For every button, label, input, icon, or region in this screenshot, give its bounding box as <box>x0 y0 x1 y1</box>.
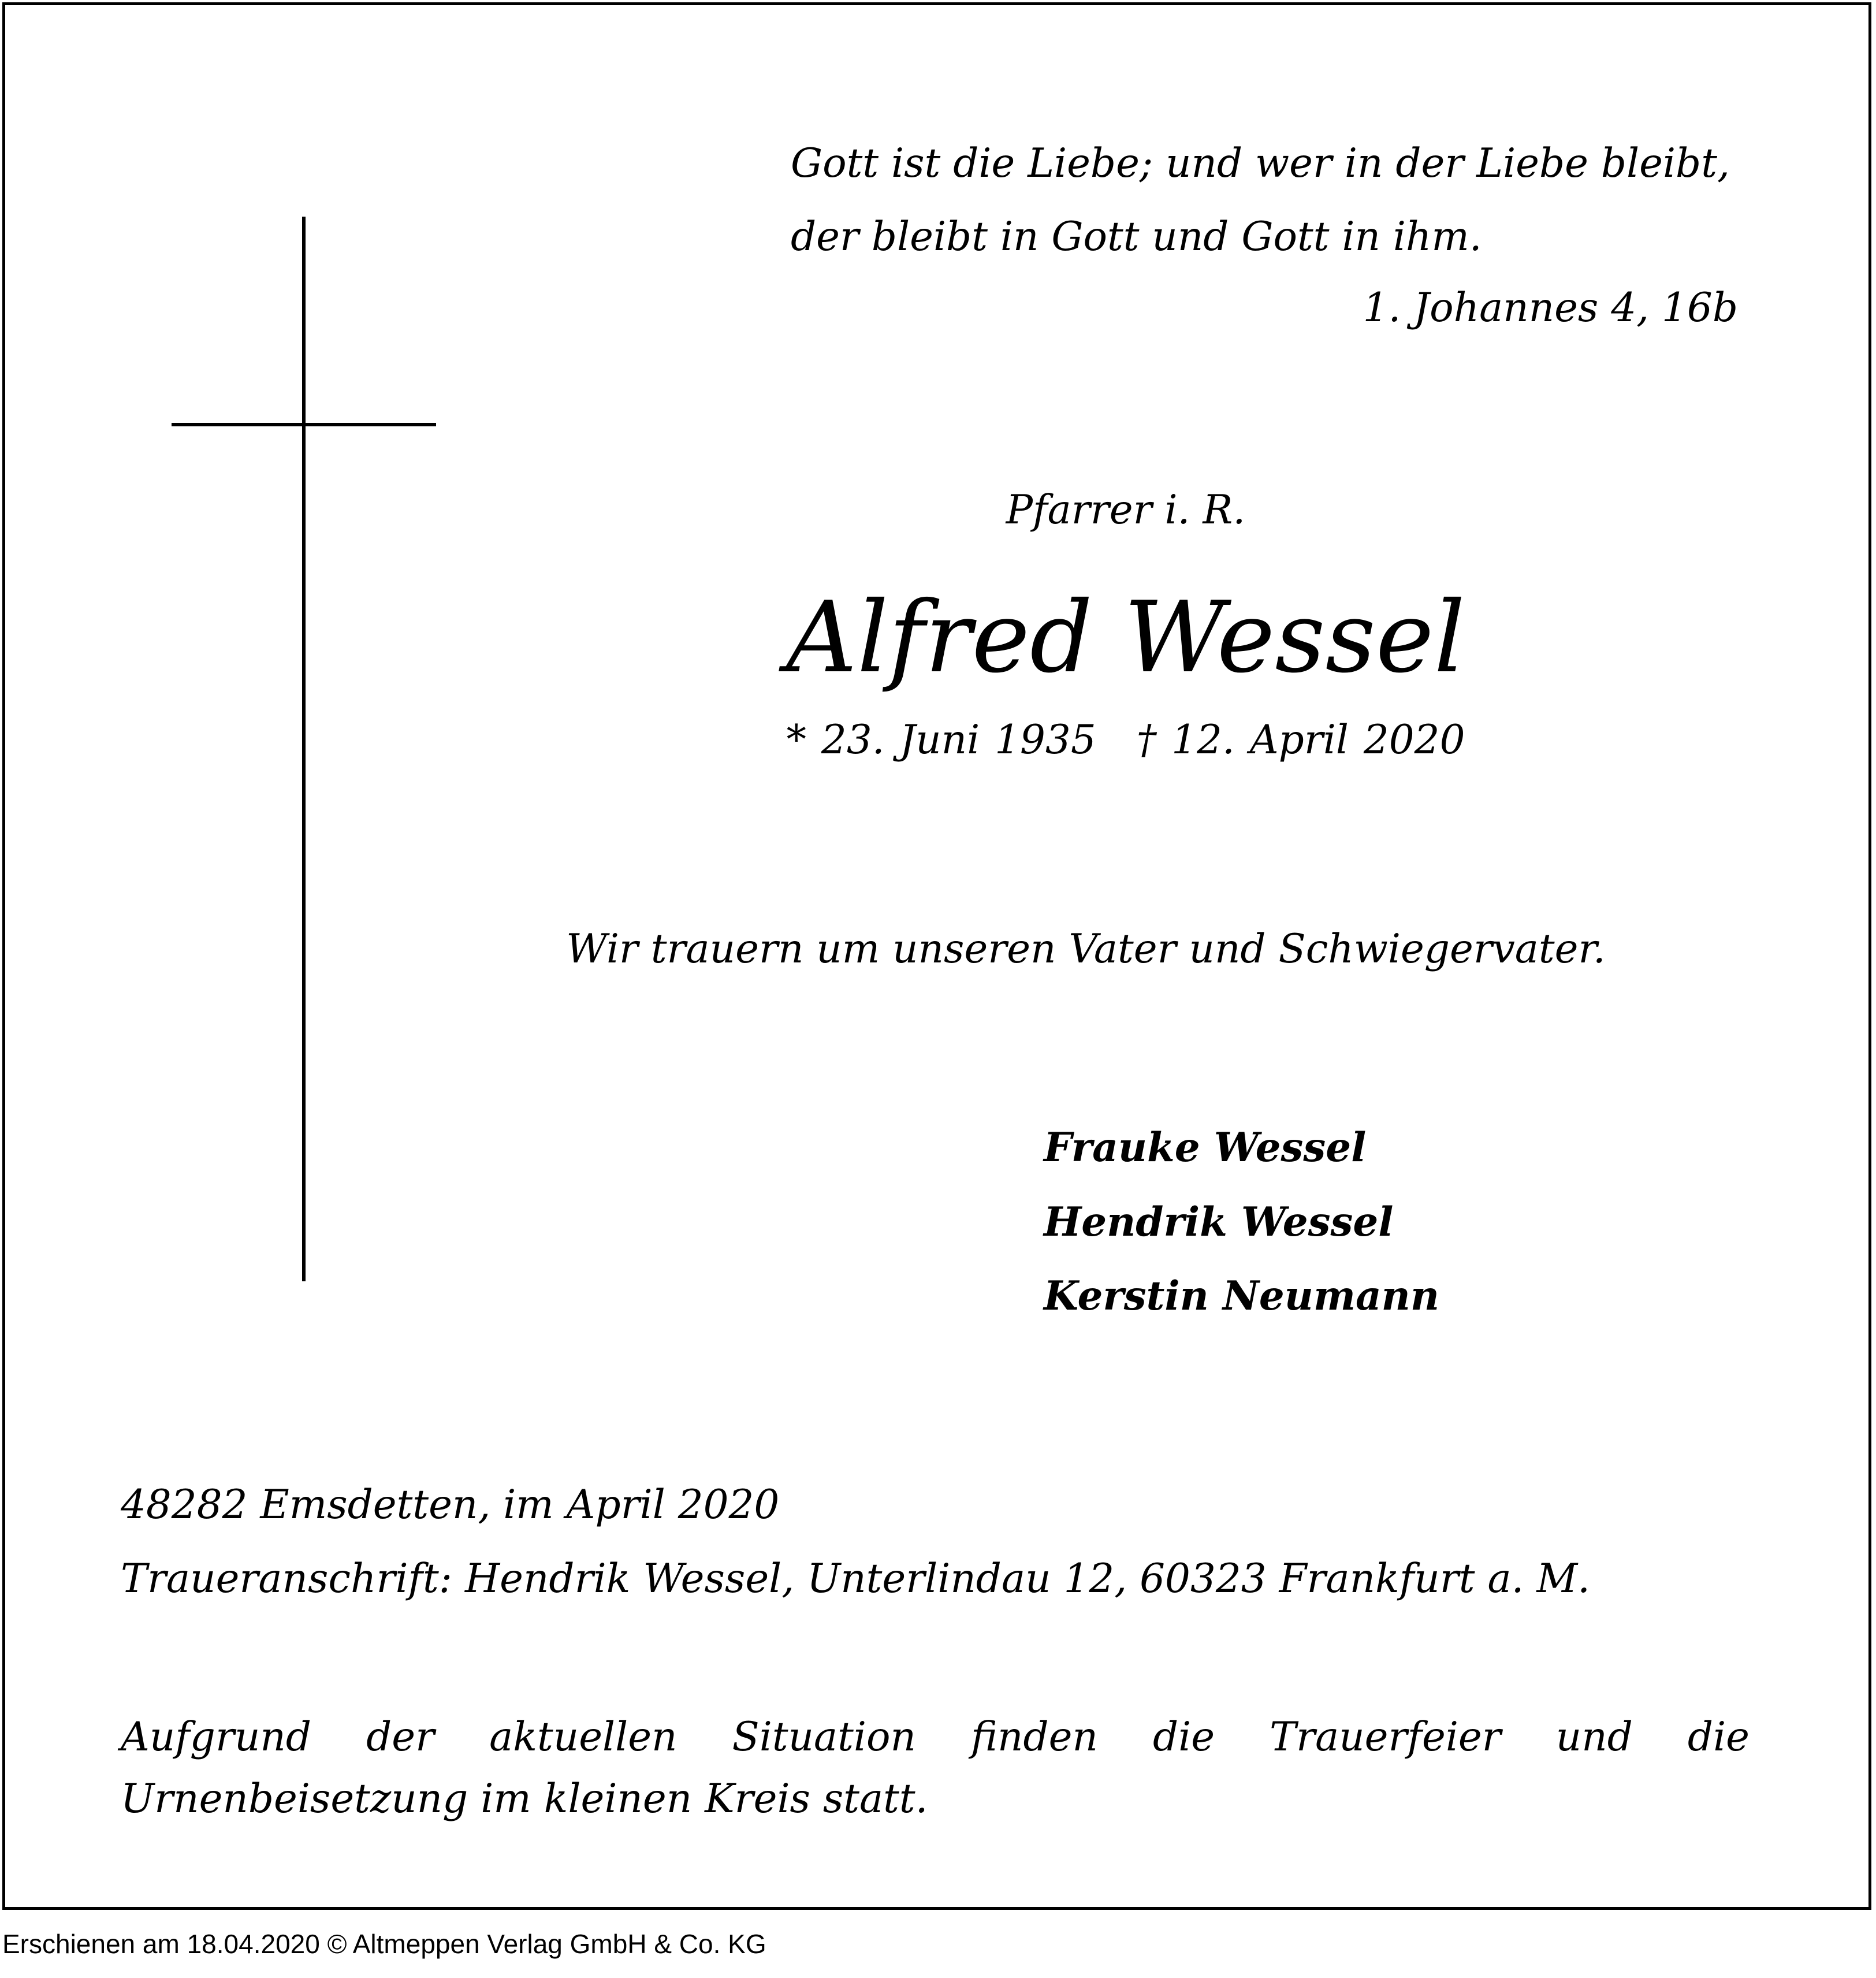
mourner-name: Frauke Wessel <box>1044 1124 1367 1171</box>
deceased-name: Alfred Wessel <box>786 581 1465 695</box>
death-date: † 12. April 2020 <box>1136 717 1465 763</box>
bible-verse-line-1: Gott ist die Liebe; und wer in der Liebe bleibt, <box>791 140 1730 187</box>
mourning-statement: Wir trauern um unseren Vater und Schwiegervater. <box>566 926 1606 972</box>
obituary-notice <box>2 2 1871 1910</box>
mourner-name: Kerstin Neumann <box>1044 1273 1440 1319</box>
cross-horizontal-bar <box>172 423 436 426</box>
bible-verse-reference: 1. Johannes 4, 16b <box>1363 285 1738 331</box>
publication-footer: Erschienen am 18.04.2020 © Altmeppen Verlag GmbH & Co. KG <box>2 1929 766 1959</box>
deceased-title: Pfarrer i. R. <box>1006 487 1246 533</box>
closing-note: Aufgrund der aktuellen Situation finden die Trauerfeier und die Urnenbeisetzung im kleinen Kreis statt. <box>121 1714 1750 1822</box>
mourner-name: Hendrik Wessel <box>1044 1199 1394 1245</box>
birth-date: * 23. Juni 1935 <box>786 717 1096 763</box>
condolence-address: Traueranschrift: Hendrik Wessel, Unterlindau 12, 60323 Frankfurt a. M. <box>121 1556 1591 1602</box>
bible-verse-line-2: der bleibt in Gott und Gott in ihm. <box>791 214 1482 260</box>
place-and-date: 48282 Emsdetten, im April 2020 <box>121 1482 780 1528</box>
life-dates <box>5 717 1876 763</box>
